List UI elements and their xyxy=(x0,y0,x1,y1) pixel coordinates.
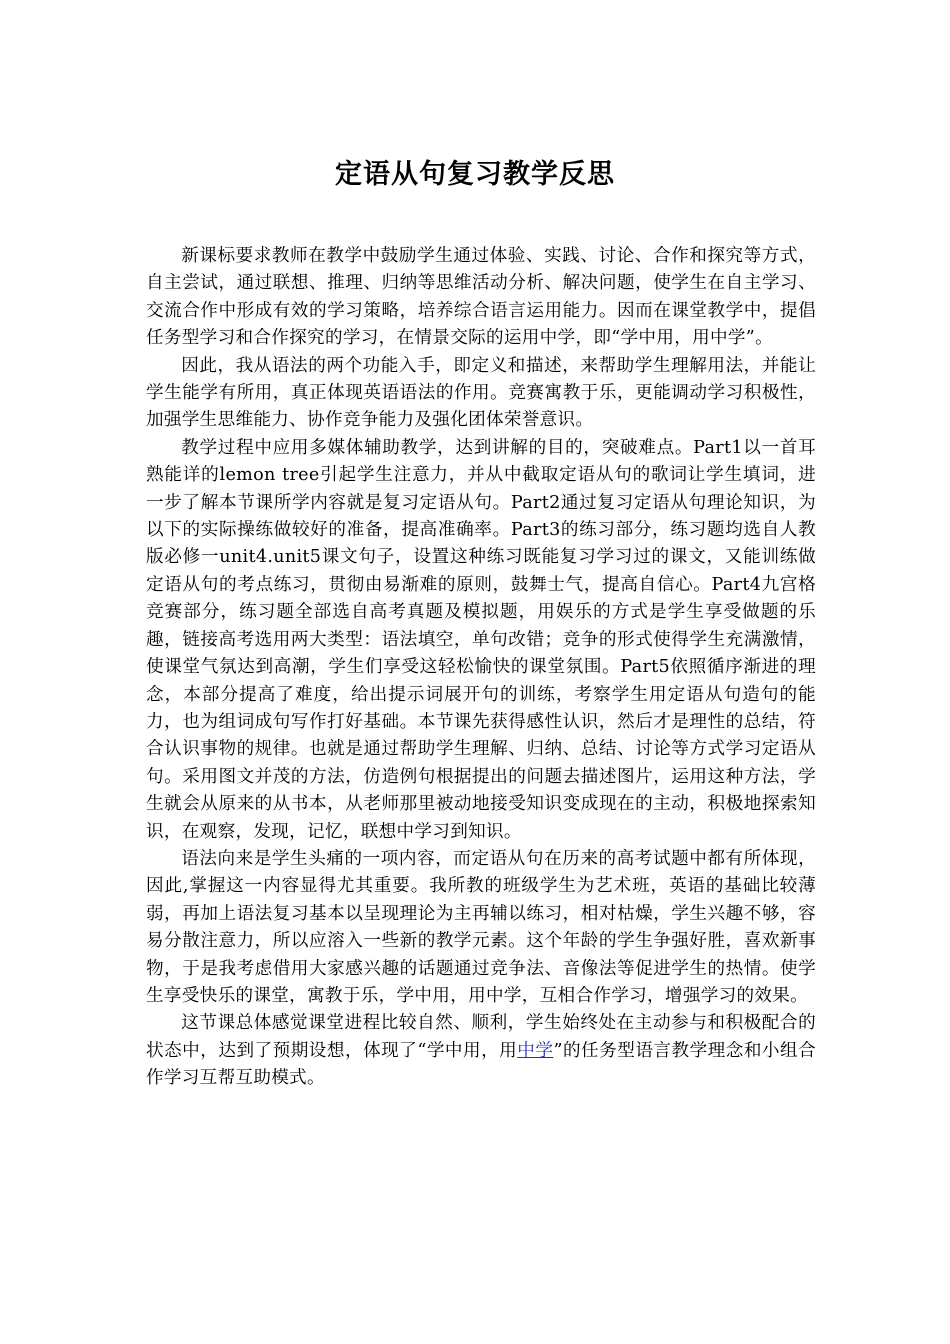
paragraph-4: 语法向来是学生头痛的一项内容，而定语从句在历来的高考试题中都有所体现，因此,掌握这一内容显得尤其重要。我所教的班级学生为艺术班，英语的基础比较薄弱，再加上语法复习基本以呈现理论为主再辅以练习，相对枯燥，学生兴趣不够，容易分散注意力，所以应溶入一些新的教学元素。这个年龄的学生争强好胜，喜欢新事物，于是我考虑借用大家感兴趣的话题通过竞争法、音像法等促进学生的热情。使学生享受快乐的课堂，寓教于乐，学中用，用中学，互相合作学习，增强学习的效果。 xyxy=(146,848,816,1006)
paragraph-5-text-after-link: ”的任务型语言教学理念和小组合作学习互帮互助模式。 xyxy=(146,1040,817,1089)
paragraph-2: 因此，我从语法的两个功能入手，即定义和描述，来帮助学生理解用法，并能让学生能学有所用，真正体现英语语法的作用。竞赛寓教于乐，更能调动学习积极性，加强学生思维能力、协作竞争能力及强化团体荣誉意识。 xyxy=(146,355,816,431)
middle-school-link[interactable]: 中学 xyxy=(517,1040,554,1061)
document-body xyxy=(146,243,816,1093)
document-title: 定语从句复习教学反思 xyxy=(335,159,615,190)
paragraph-3: 教学过程中应用多媒体辅助教学，达到讲解的目的，突破难点。Part1以一首耳熟能详的lemon tree引起学生注意力，并从中截取定语从句的歌词让学生填词，进一步了解本节课所学内容就是复习定语从句。Part2通过复习定语从句理论知识，为以下的实际操练做较好的准备，提高准确率。Part3的练习部分，练习题均选自人教版必修一unit4.unit5课文句子，设置这种练习既能复习学习过的课文，又能训练做定语从句的考点练习，贯彻由易渐难的原则，鼓舞士气，提高自信心。Part4九宫格竞赛部分，练习题全部选自高考真题及模拟题，用娱乐的方式是学生享受做题的乐趣，链接高考选用两大类型：语法填空，单句改错；竞争的形式使得学生充满激情，使课堂气氛达到高潮，学生们享受这轻松愉快的课堂氛围。Part5依照循序渐进的理念，本部分提高了难度，给出提示词展开句的训练，考察学生用定语从句造句的能力，也为组词成句写作打好基础。本节课先获得感性认识，然后才是理性的总结，符合认识事物的规律。也就是通过帮助学生理解、归纳、总结、讨论等方式学习定语从句。采用图文并茂的方法，仿造例句根据提出的问题去描述图片，运用这种方法，学生就会从原来的从书本，从老师那里被动地接受知识变成现在的主动，积极地探索知识，在观察，发现，记忆，联想中学习到知识。 xyxy=(146,437,816,842)
paragraph-5-text-before-link: 这节课总体感觉课堂进程比较自然、顺利，学生始终处在主动参与和积极配合的状态中，达到了预期设想，体现了“学中用，用 xyxy=(146,1013,816,1061)
paragraph-1: 新课标要求教师在教学中鼓励学生通过体验、实践、讨论、合作和探究等方式，自主尝试，通过联想、推理、归纳等思维活动分析、解决问题，使学生在自主学习、交流合作中形成有效的学习策略，培养综合语言运用能力。因而在课堂教学中，提倡任务型学习和合作探究的学习，在情景交际的运用中学，即“学中用，用中学”。 xyxy=(146,246,816,349)
paragraph-5 xyxy=(146,1010,816,1092)
